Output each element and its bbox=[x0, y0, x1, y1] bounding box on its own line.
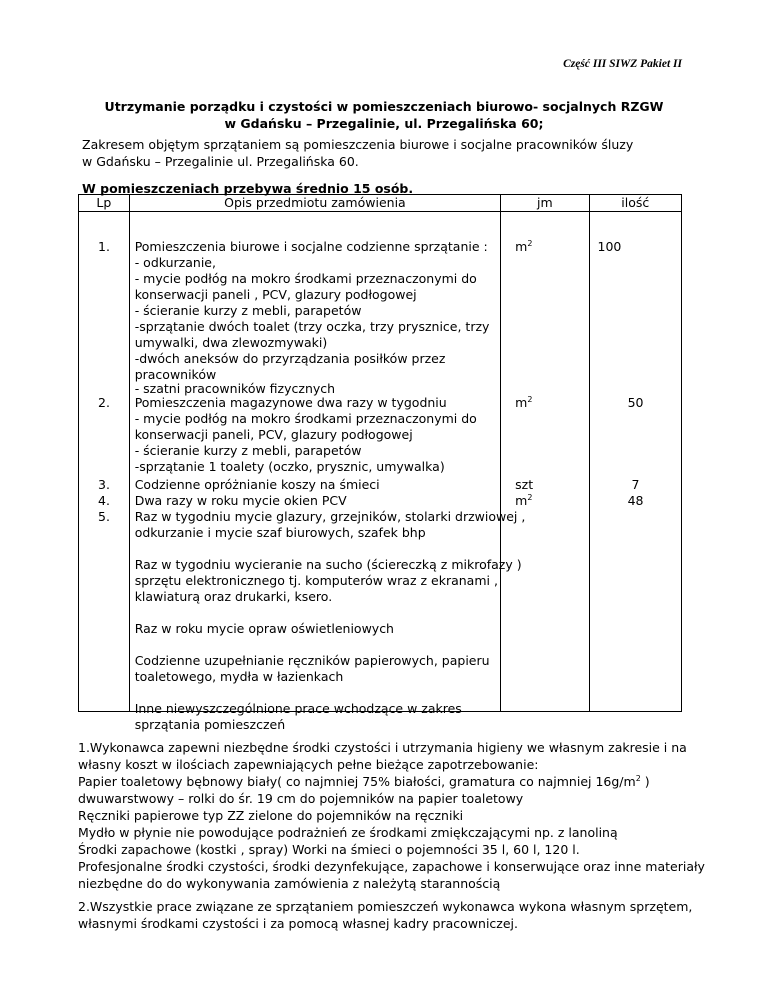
desc-line: - ścieranie kurzy z mebli, parapetów bbox=[134, 443, 362, 458]
desc-line: Raz w tygodniu wycieranie na sucho (ściereczką z mikrofazy ) bbox=[134, 557, 522, 572]
jm-cell bbox=[501, 212, 589, 712]
para-line: własnymi środkami czystości i za pomocą własnej kadry pracowniczej. bbox=[78, 916, 519, 931]
desc-line: konserwacji paneli , PCV, glazury podłogowej bbox=[134, 287, 417, 302]
desc-line: toaletowego, mydła w łazienkach bbox=[134, 669, 344, 684]
page-title bbox=[0, 98, 768, 132]
para-line: dwuwarstwowy – rolki do śr. 19 cm do pojemników na papier toaletowy bbox=[78, 791, 524, 806]
document-header: Część III SIWZ Pakiet II bbox=[563, 58, 682, 70]
desc-line: odkurzanie i mycie szaf biurowych, szafek bhp bbox=[134, 525, 426, 540]
header-jm: jm bbox=[501, 195, 589, 212]
desc-line: Codzienne uzupełnianie ręczników papierowych, papieru bbox=[134, 653, 490, 668]
desc-line: Raz w tygodniu mycie glazury, grzejników, stolarki drzwiowej , bbox=[134, 509, 526, 524]
para-line: niezbędne do do wykonywania zamówienia z należytą starannością bbox=[78, 876, 501, 891]
ilosc-3: 7 bbox=[631, 477, 640, 492]
desc-line: Inne niewyszczególnione prace wchodzące w zakres bbox=[134, 701, 462, 716]
title-line-2: w Gdańsku – Przegalinie, ul. Przegalińska 60; bbox=[224, 116, 544, 131]
desc-line: - mycie podłóg na mokro środkami przeznaczonymi do bbox=[134, 271, 477, 286]
desc-line: sprzątania pomieszczeń bbox=[134, 717, 286, 732]
para-line: Środki zapachowe (kostki , spray) Worki na śmieci o pojemności 35 l, 60 l, 120 l. bbox=[78, 842, 580, 857]
intro-line: Zakresem objętym sprzątaniem są pomieszczenia biurowe i socjalne pracowników śluzy bbox=[82, 137, 634, 152]
jm-1 bbox=[515, 239, 532, 255]
para-line bbox=[78, 773, 705, 790]
lp-cell bbox=[79, 212, 130, 712]
jm-superscript: 2 bbox=[527, 394, 533, 404]
header-ilosc: ilość bbox=[589, 195, 681, 212]
para-line: własny koszt w ilościach zapewniających pełne bieżące zapotrzebowanie: bbox=[78, 757, 539, 772]
ilosc-1: 100 bbox=[597, 239, 622, 254]
para-line: 1.Wykonawca zapewni niezbędne środki czystości i utrzymania higieny we własnym zakresie i na bbox=[78, 740, 687, 755]
persons-note: W pomieszczeniach przebywa średnio 15 osób. bbox=[82, 181, 414, 196]
desc-line: - szatni pracowników fizycznych bbox=[134, 381, 336, 396]
para-line: 2.Wszystkie prace związane ze sprzątaniem pomieszczeń wykonawca wykona własnym sprzętem, bbox=[78, 899, 693, 914]
lp-5: 5. bbox=[98, 509, 110, 524]
jm-superscript: 2 bbox=[527, 492, 533, 502]
desc-line: -sprzątanie dwóch toalet (trzy oczka, trzy prysznice, trzy bbox=[134, 319, 490, 334]
intro-paragraph bbox=[82, 136, 633, 170]
jm-4 bbox=[515, 493, 532, 509]
para-line: Ręczniki papierowe typ ZZ zielone do pojemników na ręczniki bbox=[78, 808, 464, 823]
ilosc-2: 50 bbox=[627, 395, 644, 410]
desc-line: klawiaturą oraz drukarki, ksero. bbox=[134, 589, 333, 604]
desc-line: Dwa razy w roku mycie okien PCV bbox=[134, 493, 347, 508]
lp-1: 1. bbox=[98, 239, 110, 254]
desc-line: umywalki, dwa zlewozmywaki) bbox=[134, 335, 328, 350]
lp-2: 2. bbox=[98, 395, 110, 410]
jm-2 bbox=[515, 395, 532, 411]
para-line: Mydło w płynie nie powodujące podrażnień ze środkami zmiękczającymi np. z lanoliną bbox=[78, 825, 618, 840]
header-lp: Lp bbox=[79, 195, 130, 212]
desc-line: - mycie podłóg na mokro środkami przeznaczonymi do bbox=[134, 411, 477, 426]
para-text: Papier toaletowy bębnowy biały( co najmniej 75% białości, gramatura co najmniej 16g/m bbox=[78, 774, 636, 789]
desc-line: konserwacji paneli, PCV, glazury podłogowej bbox=[134, 427, 413, 442]
jm-3: szt bbox=[515, 477, 534, 492]
title-line-1: Utrzymanie porządku i czystości w pomieszczeniach biurowo- socjalnych RZGW bbox=[104, 99, 664, 114]
desc-line: -dwóch aneksów do przyrządzania posiłków przez bbox=[134, 351, 446, 366]
table-header-row bbox=[79, 195, 682, 212]
desc-line: Raz w roku mycie opraw oświetleniowych bbox=[134, 621, 394, 636]
scope-table bbox=[78, 194, 682, 732]
lp-4: 4. bbox=[98, 493, 110, 508]
para-text: ) bbox=[640, 774, 650, 789]
jm-unit: m bbox=[515, 239, 528, 254]
requirements-paragraph bbox=[78, 739, 705, 892]
desc-line: Pomieszczenia magazynowe dwa razy w tygodniu bbox=[134, 395, 447, 410]
desc-line: Pomieszczenia biurowe i socjalne codzienne sprzątanie : bbox=[134, 239, 488, 254]
superscript: 2 bbox=[635, 773, 641, 783]
desc-line: Codzienne opróżnianie koszy na śmieci bbox=[134, 477, 380, 492]
ilosc-cell bbox=[589, 212, 681, 712]
ilosc-4: 48 bbox=[627, 493, 644, 508]
jm-unit: m bbox=[515, 395, 528, 410]
jm-unit: m bbox=[515, 493, 528, 508]
desc-line: - odkurzanie, bbox=[134, 255, 216, 270]
lp-3: 3. bbox=[98, 477, 110, 492]
desc-line: sprzętu elektronicznego tj. komputerów wraz z ekranami , bbox=[134, 573, 498, 588]
desc-line: -sprzątanie 1 toalety (oczko, prysznic, umywalka) bbox=[134, 459, 445, 474]
desc-line: pracowników bbox=[134, 367, 217, 382]
intro-line: w Gdańsku – Przegalinie ul. Przegalińska 60. bbox=[82, 154, 359, 169]
desc-line: - ścieranie kurzy z mebli, parapetów bbox=[134, 303, 362, 318]
equipment-paragraph bbox=[78, 898, 692, 932]
jm-superscript: 2 bbox=[527, 238, 533, 248]
header-opis: Opis przedmiotu zamówienia bbox=[129, 195, 500, 212]
para-line: Profesjonalne środki czystości, środki dezynfekujące, zapachowe i konserwujące oraz inne materiały bbox=[78, 859, 705, 874]
table-row bbox=[79, 212, 682, 712]
